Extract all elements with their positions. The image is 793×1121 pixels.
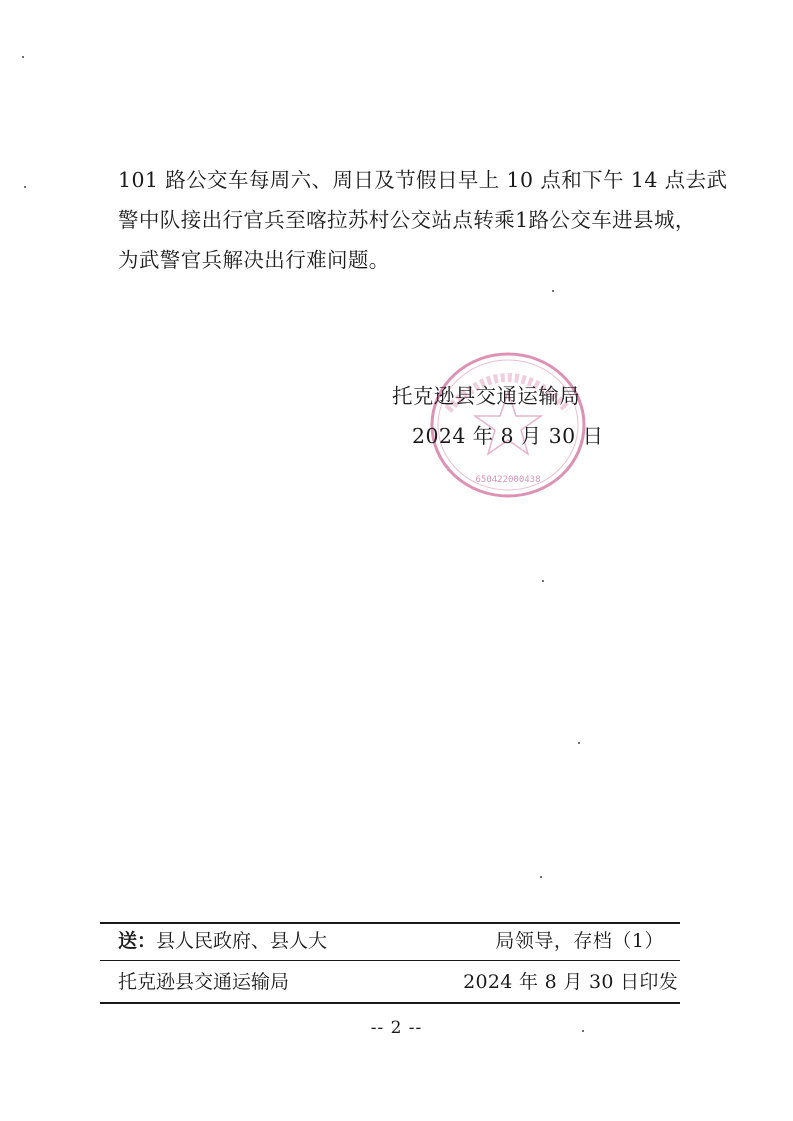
body-line-1: 101 路公交车每周六、周日及节假日早上 10 点和下午 14 点去武 [118, 168, 728, 192]
signature-date: 2024 年 8 月 30 日 [412, 424, 604, 448]
signature-org: 托克逊县交通运输局 [392, 384, 581, 408]
scan-speck [540, 876, 542, 878]
body-line-2: 警中队接出行官兵至喀拉苏村公交站点转乘1路公交车进县城， [118, 208, 696, 232]
top-rule [100, 922, 680, 924]
bottom-rule [100, 1002, 680, 1004]
signature-block [392, 376, 603, 456]
distribution-label: 送： [118, 930, 157, 952]
middle-rule [100, 960, 680, 961]
issuer-org: 托克逊县交通运输局 [118, 971, 290, 993]
distribution-recipients: 县人民政府、县人大 [156, 930, 328, 952]
seal-number: 650422000438 [475, 475, 541, 485]
scan-speck [582, 1030, 584, 1032]
distribution-row [118, 926, 664, 956]
body-paragraph [118, 160, 728, 280]
scan-speck [578, 742, 580, 744]
scan-speck [24, 186, 26, 188]
body-line-3: 为武警官兵解决出行难问题。 [118, 248, 390, 272]
scan-speck [22, 56, 24, 58]
distribution-internal: 局领导，存档（1） [495, 930, 664, 952]
issuer-row [118, 967, 678, 997]
scan-speck [542, 580, 544, 582]
issuer-date: 2024 年 8 月 30 日印发 [463, 971, 678, 993]
scan-speck [552, 290, 554, 292]
page-number: -- 2 -- [370, 1018, 423, 1038]
